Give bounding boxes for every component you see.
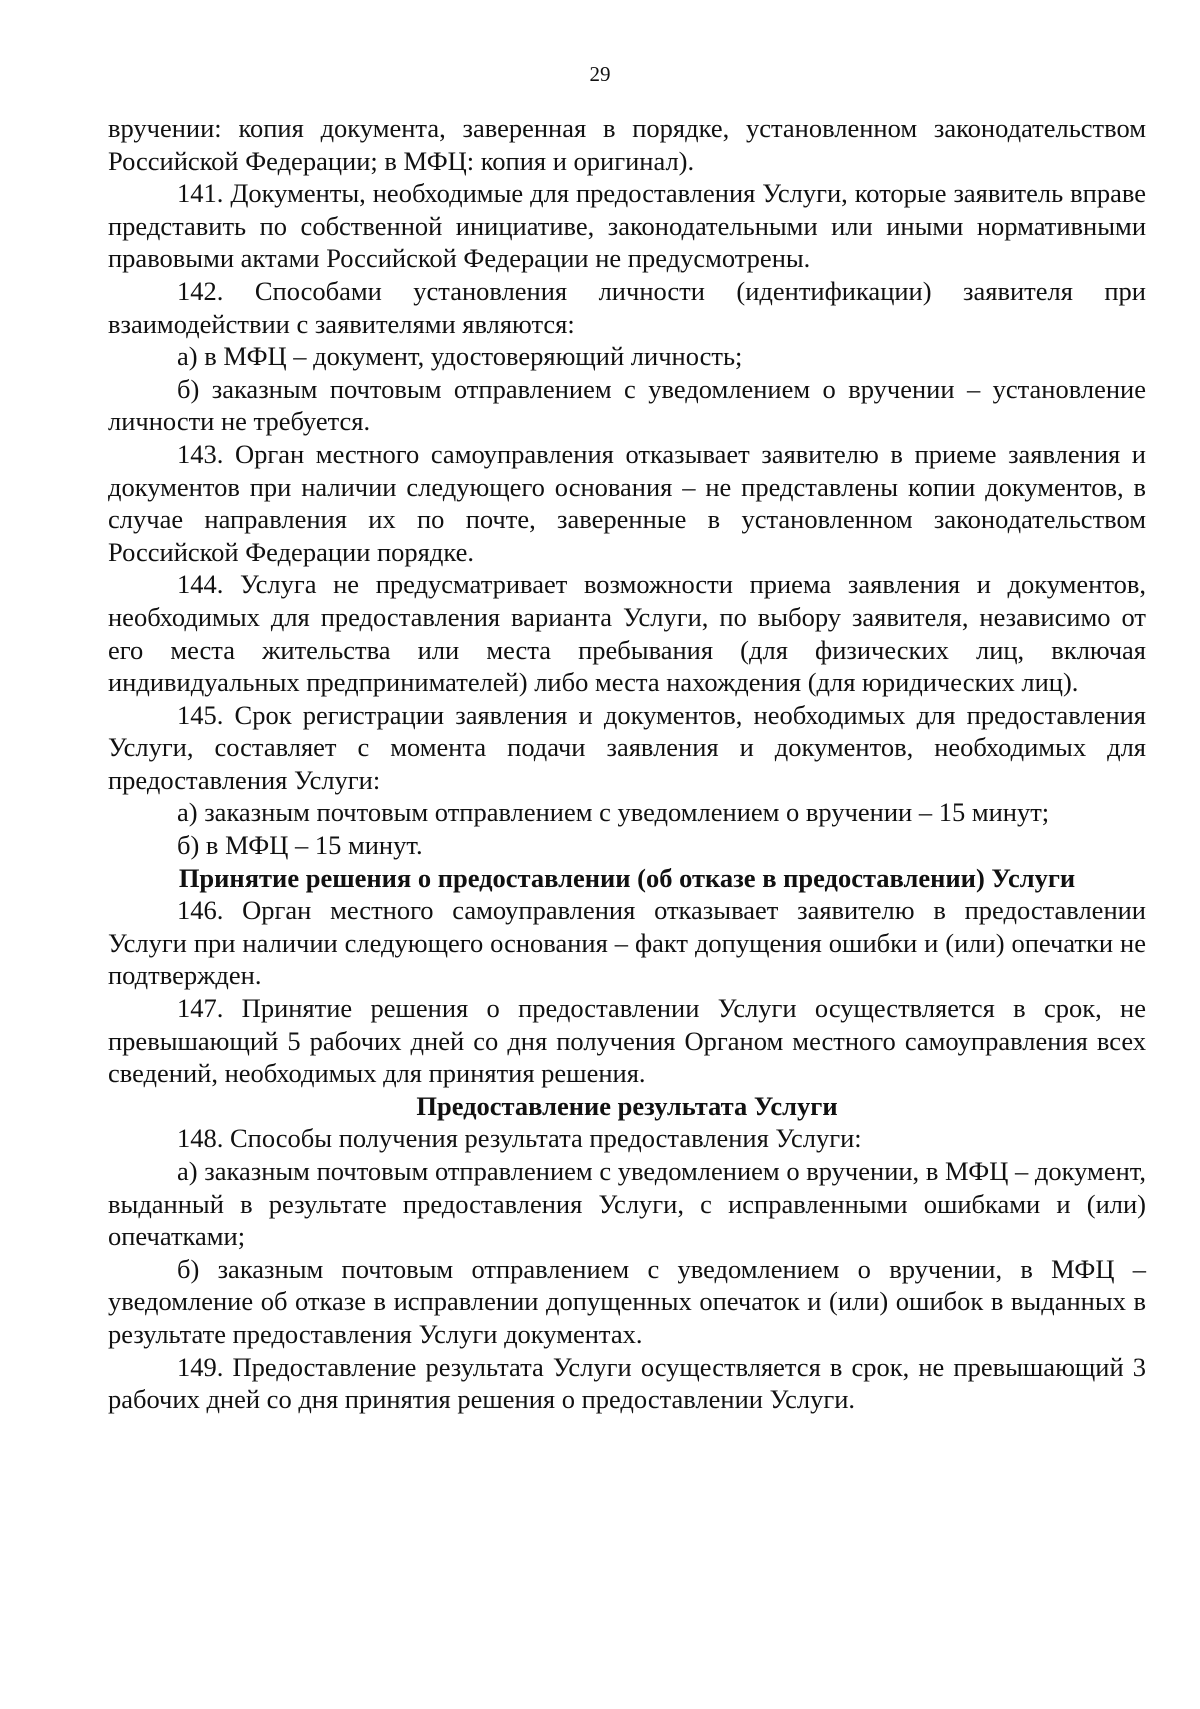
paragraph-144: 144. Услуга не предусматривает возможности приема заявления и документов, необходимых для предоставления варианта Услуги, по выбору заявителя, независимо от его места жительства или места пребывания (для физических лиц, включая индивидуальных предпринимателей) либо места нахождения (для юридических лиц). — [108, 569, 1146, 698]
paragraph-143: 143. Орган местного самоуправления отказывает заявителю в приеме заявления и документов при наличии следующего основания – не представлены копии документов, в случае направления их по почте, заверенные в установленном законодательством Российской Федерации порядке. — [108, 438, 1146, 567]
paragraph-147: 147. Принятие решения о предоставлении Услуги осуществляется в срок, не превышающий 5 рабочих дней со дня получения Органом местного самоуправления всех сведений, необходимых для принятия решения. — [108, 993, 1146, 1089]
paragraph-146: 146. Орган местного самоуправления отказывает заявителю в предоставлении Услуги при наличии следующего основания – факт допущения ошибки и (или) опечатки не подтвержден. — [108, 895, 1146, 991]
paragraph-145-a: а) заказным почтовым отправлением с уведомлением о вручении – 15 минут; — [177, 797, 1050, 828]
paragraph-148-a: а) заказным почтовым отправлением с уведомлением о вручении, в МФЦ – документ, выданный в результате предоставления Услуги, с исправленными ошибками и (или) опечатками; — [108, 1156, 1146, 1252]
paragraph-145: 145. Срок регистрации заявления и документов, необходимых для предоставления Услуги, составляет с момента подачи заявления и документов, необходимых для предоставления Услуги: — [108, 699, 1146, 795]
section-heading-decision: Принятие решения о предоставлении (об отказе в предоставлении) Услуги — [178, 862, 1076, 893]
page-number: 29 — [589, 62, 611, 86]
paragraph-148-b: б) заказным почтовым отправлением с уведомлением о вручении, в МФЦ – уведомление об отказе в исправлении допущенных опечаток и (или) ошибок в выданных в результате предоставления Услуги документах. — [108, 1253, 1146, 1349]
paragraph-141: 141. Документы, необходимые для предоставления Услуги, которые заявитель вправе представить по собственной инициативе, законодательными или иными нормативными правовыми актами Российской Федерации не предусмотрены. — [108, 178, 1146, 274]
section-heading-result: Предоставление результата Услуги — [416, 1090, 838, 1121]
paragraph-142-b: б) заказным почтовым отправлением с уведомлением о вручении – установление личности не требуется. — [108, 373, 1146, 437]
paragraph-149: 149. Предоставление результата Услуги осуществляется в срок, не превышающий 3 рабочих дней со дня принятия решения о предоставлении Услуги. — [108, 1351, 1146, 1415]
paragraph-continuation: вручении: копия документа, заверенная в порядке, установленном законодательством Российской Федерации; в МФЦ: копия и оригинал). — [108, 113, 1146, 176]
paragraph-142-a: а) в МФЦ – документ, удостоверяющий личность; — [177, 341, 743, 372]
paragraph-142: 142. Способами установления личности (идентификации) заявителя при взаимодействии с заявителями являются: — [108, 275, 1146, 339]
paragraph-148: 148. Способы получения результата предоставления Услуги: — [177, 1123, 862, 1154]
document-body — [108, 112, 1146, 1416]
paragraph-145-b: б) в МФЦ – 15 минут. — [177, 830, 423, 861]
